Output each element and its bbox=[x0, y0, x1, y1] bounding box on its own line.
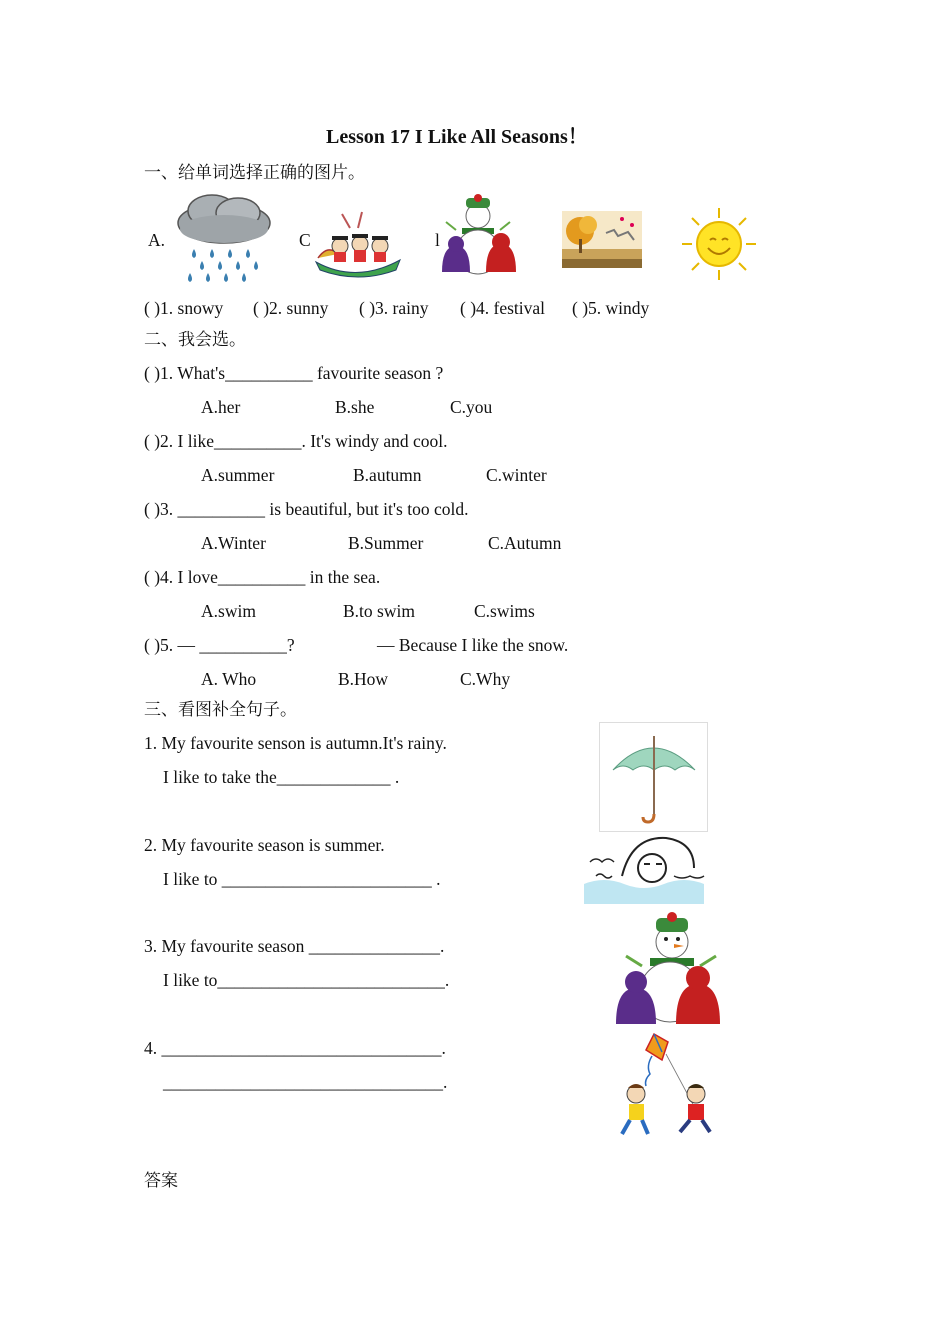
s2-question-5-reply: — Because I like the snow. bbox=[377, 635, 569, 655]
s2-q5-option-c: C.Why bbox=[460, 669, 511, 689]
s3-item-3-line-1: 3. My favourite season _______________. bbox=[144, 936, 445, 956]
section1-heading: 一、给单词选择正确的图片。 bbox=[144, 163, 365, 183]
snowman-icon bbox=[440, 194, 518, 278]
s1-item-5: ( )5. windy bbox=[572, 298, 650, 318]
sun-icon bbox=[680, 208, 758, 280]
s2-q4-option-c: C.swims bbox=[474, 601, 535, 621]
label-a: A. bbox=[148, 230, 166, 250]
s2-q3-option-a: A.Winter bbox=[201, 533, 266, 553]
page-title: Lesson 17 I Like All Seasons！ bbox=[326, 126, 588, 148]
s2-question-3: ( )3. __________ is beautiful, but it's too cold. bbox=[144, 499, 469, 519]
umbrella-icon bbox=[599, 722, 708, 832]
s2-question-4: ( )4. I love__________ in the sea. bbox=[144, 567, 381, 587]
s2-question-5: ( )5. — __________? bbox=[144, 635, 295, 655]
s2-q2-option-a: A.summer bbox=[201, 465, 275, 485]
kite-kids-icon bbox=[616, 1032, 720, 1144]
s2-question-2: ( )2. I like__________. It's windy and cool. bbox=[144, 431, 448, 451]
s3-item-3-line-2: I like to__________________________. bbox=[163, 970, 450, 990]
s1-item-4: ( )4. festival bbox=[460, 298, 546, 318]
s2-q4-option-a: A.swim bbox=[201, 601, 256, 621]
label-c: C bbox=[299, 230, 311, 250]
s2-q1-option-a: A.her bbox=[201, 397, 241, 417]
swimmer-icon bbox=[582, 832, 706, 906]
s3-item-4-line-1: 4. ________________________________. bbox=[144, 1038, 446, 1058]
s3-item-2-line-2: I like to ________________________ . bbox=[163, 869, 441, 889]
s1-item-1: ( )1. snowy bbox=[144, 298, 224, 318]
section3-heading: 三、看图补全句子。 bbox=[144, 700, 297, 720]
s2-q1-option-c: C.you bbox=[450, 397, 493, 417]
autumn-scene-icon bbox=[562, 211, 642, 268]
s2-q1-option-b: B.she bbox=[335, 397, 375, 417]
s2-q2-option-c: C.winter bbox=[486, 465, 547, 485]
s2-q3-option-b: B.Summer bbox=[348, 533, 424, 553]
s2-q5-option-b: B.How bbox=[338, 669, 389, 689]
answer-heading: 答案 bbox=[144, 1171, 178, 1191]
s3-item-4-line-2: ________________________________. bbox=[163, 1072, 448, 1092]
s2-q4-option-b: B.to swim bbox=[343, 601, 415, 621]
s1-item-2: ( )2. sunny bbox=[253, 298, 329, 318]
s1-item-3: ( )3. rainy bbox=[359, 298, 429, 318]
s3-item-1-line-1: 1. My favourite senson is autumn.It's rainy. bbox=[144, 733, 447, 753]
snowman-kids-icon bbox=[614, 912, 722, 1026]
s3-item-1-line-2: I like to take the_____________ . bbox=[163, 767, 400, 787]
s2-question-1: ( )1. What's__________ favourite season ? bbox=[144, 363, 444, 383]
dragon-boat-icon bbox=[312, 210, 404, 280]
label-l: l bbox=[435, 230, 440, 250]
rain-cloud-icon bbox=[172, 193, 276, 287]
s3-item-2-line-1: 2. My favourite season is summer. bbox=[144, 835, 385, 855]
section2-heading: 二、我会选。 bbox=[144, 330, 246, 350]
s2-q3-option-c: C.Autumn bbox=[488, 533, 562, 553]
s2-q2-option-b: B.autumn bbox=[353, 465, 422, 485]
s2-q5-option-a: A. Who bbox=[201, 669, 257, 689]
